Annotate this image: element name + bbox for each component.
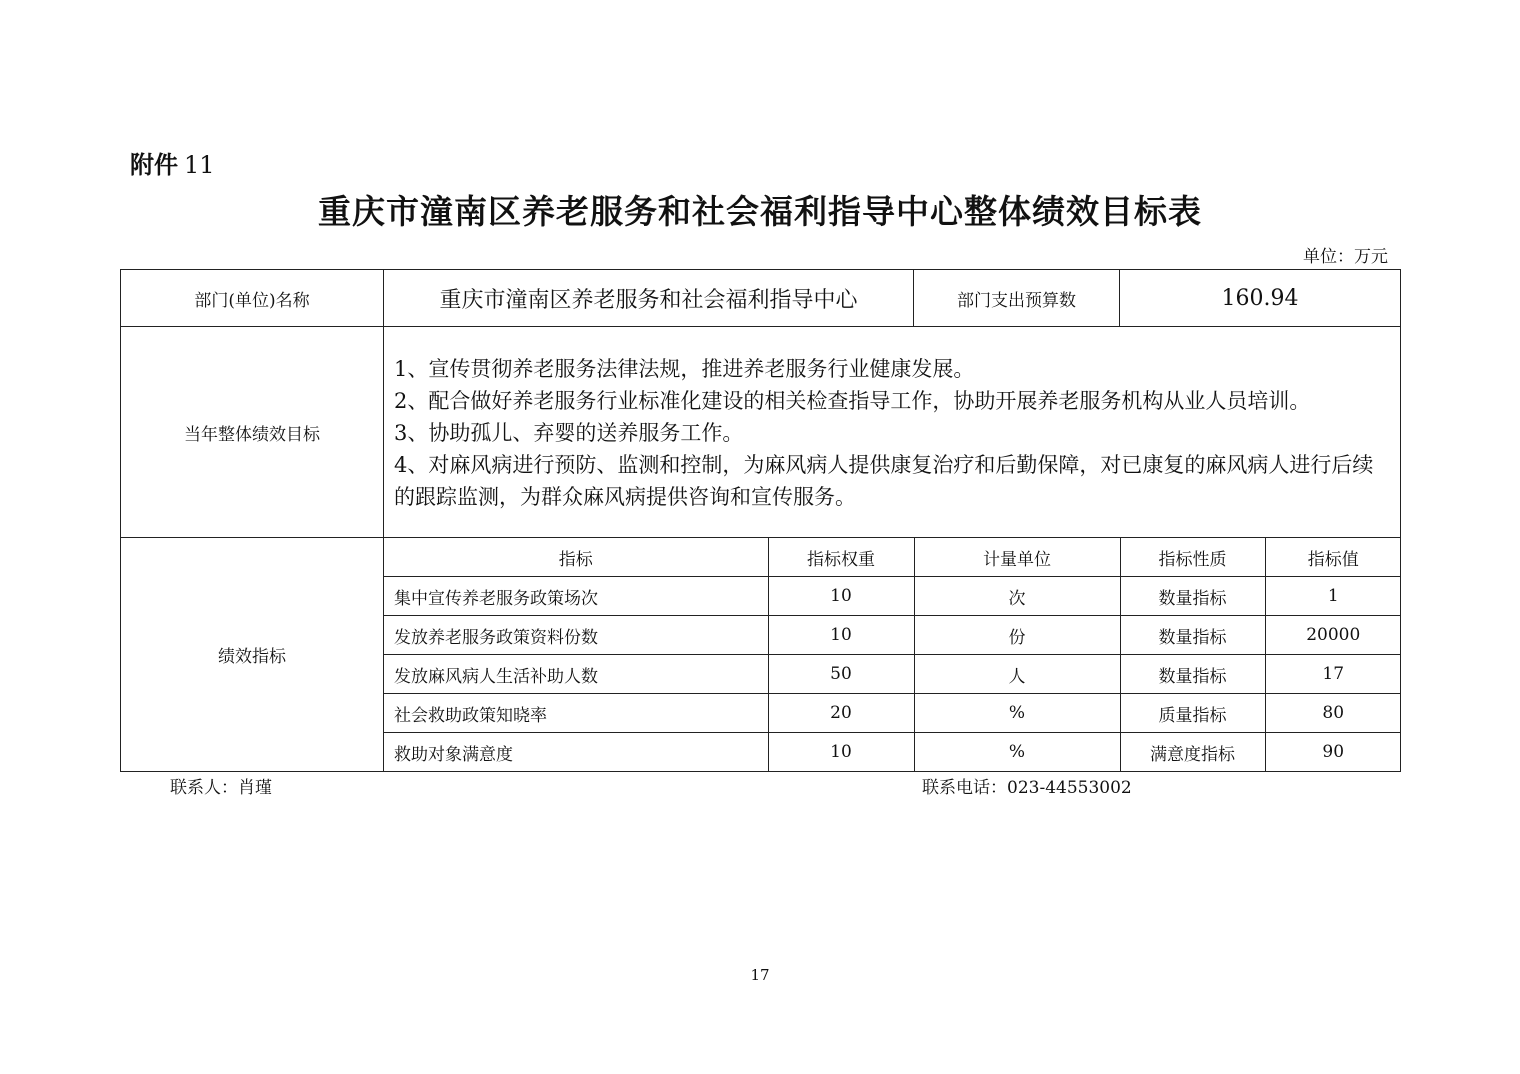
indicator-unit: % bbox=[914, 694, 1120, 733]
indicator-weight: 50 bbox=[768, 655, 914, 694]
indicator-unit: % bbox=[914, 733, 1120, 772]
indicator-nature: 数量指标 bbox=[1120, 577, 1265, 616]
goals-content bbox=[384, 327, 1401, 538]
performance-table bbox=[120, 269, 1401, 772]
indicator-nature: 数量指标 bbox=[1120, 616, 1265, 655]
indicator-value: 20000 bbox=[1265, 616, 1401, 655]
header-value: 指标值 bbox=[1265, 538, 1401, 577]
budget-value: 160.94 bbox=[1120, 270, 1401, 327]
indicator-unit: 份 bbox=[914, 616, 1120, 655]
indicator-nature: 满意度指标 bbox=[1120, 733, 1265, 772]
table-row bbox=[384, 655, 1401, 694]
header-weight: 指标权重 bbox=[768, 538, 914, 577]
indicator-name: 发放麻风病人生活补助人数 bbox=[384, 655, 768, 694]
contact-person: 联系人：肖瑾 bbox=[170, 778, 272, 798]
attachment-label bbox=[130, 145, 215, 180]
indicator-weight: 20 bbox=[768, 694, 914, 733]
indicators-row bbox=[121, 538, 1401, 772]
table-row bbox=[384, 694, 1401, 733]
indicator-name: 集中宣传养老服务政策场次 bbox=[384, 577, 768, 616]
header-unit: 计量单位 bbox=[914, 538, 1120, 577]
contact-phone: 联系电话：023-44553002 bbox=[922, 778, 1132, 798]
attachment-text: 附件 bbox=[130, 150, 178, 179]
goal-item: 2、配合做好养老服务行业标准化建设的相关检查指导工作，协助开展养老服务机构从业人员培训。 bbox=[394, 389, 1311, 413]
indicator-value: 17 bbox=[1265, 655, 1401, 694]
goals-row bbox=[121, 327, 1401, 538]
indicator-name: 社会救助政策知晓率 bbox=[384, 694, 768, 733]
indicator-weight: 10 bbox=[768, 616, 914, 655]
table-row bbox=[384, 616, 1401, 655]
dept-row bbox=[121, 270, 1401, 327]
indicator-unit: 人 bbox=[914, 655, 1120, 694]
table-row bbox=[384, 577, 1401, 616]
goal-item: 4、对麻风病进行预防、监测和控制，为麻风病人提供康复治疗和后勤保障，对已康复的麻风病人进行后续的跟踪监测，为群众麻风病提供咨询和宣传服务。 bbox=[394, 453, 1374, 509]
goal-item: 1、宣传贯彻养老服务法律法规，推进养老服务行业健康发展。 bbox=[394, 357, 975, 381]
header-indicator: 指标 bbox=[384, 538, 768, 577]
table-row bbox=[384, 733, 1401, 772]
indicator-unit: 次 bbox=[914, 577, 1120, 616]
goals-label: 当年整体绩效目标 bbox=[121, 327, 384, 538]
goal-item: 3、协助孤儿、弃婴的送养服务工作。 bbox=[394, 421, 744, 445]
header-nature: 指标性质 bbox=[1120, 538, 1265, 577]
indicators-cell bbox=[384, 538, 1401, 772]
page-title: 重庆市潼南区养老服务和社会福利指导中心整体绩效目标表 bbox=[318, 192, 1202, 231]
indicator-weight: 10 bbox=[768, 577, 914, 616]
indicator-nature: 数量指标 bbox=[1120, 655, 1265, 694]
indicator-nature: 质量指标 bbox=[1120, 694, 1265, 733]
indicator-name: 救助对象满意度 bbox=[384, 733, 768, 772]
attachment-number: 11 bbox=[184, 151, 215, 179]
indicators-header-row bbox=[384, 538, 1401, 577]
indicators-label: 绩效指标 bbox=[121, 538, 384, 772]
indicator-name: 发放养老服务政策资料份数 bbox=[384, 616, 768, 655]
dept-name-label: 部门(单位)名称 bbox=[121, 270, 384, 327]
indicator-weight: 10 bbox=[768, 733, 914, 772]
indicator-value: 80 bbox=[1265, 694, 1401, 733]
unit-label: 单位：万元 bbox=[1303, 247, 1388, 267]
page-number: 17 bbox=[750, 966, 770, 984]
indicator-value: 1 bbox=[1265, 577, 1401, 616]
indicators-table bbox=[384, 538, 1401, 771]
budget-label: 部门支出预算数 bbox=[914, 270, 1120, 327]
indicator-value: 90 bbox=[1265, 733, 1401, 772]
dept-name-value: 重庆市潼南区养老服务和社会福利指导中心 bbox=[384, 270, 914, 327]
